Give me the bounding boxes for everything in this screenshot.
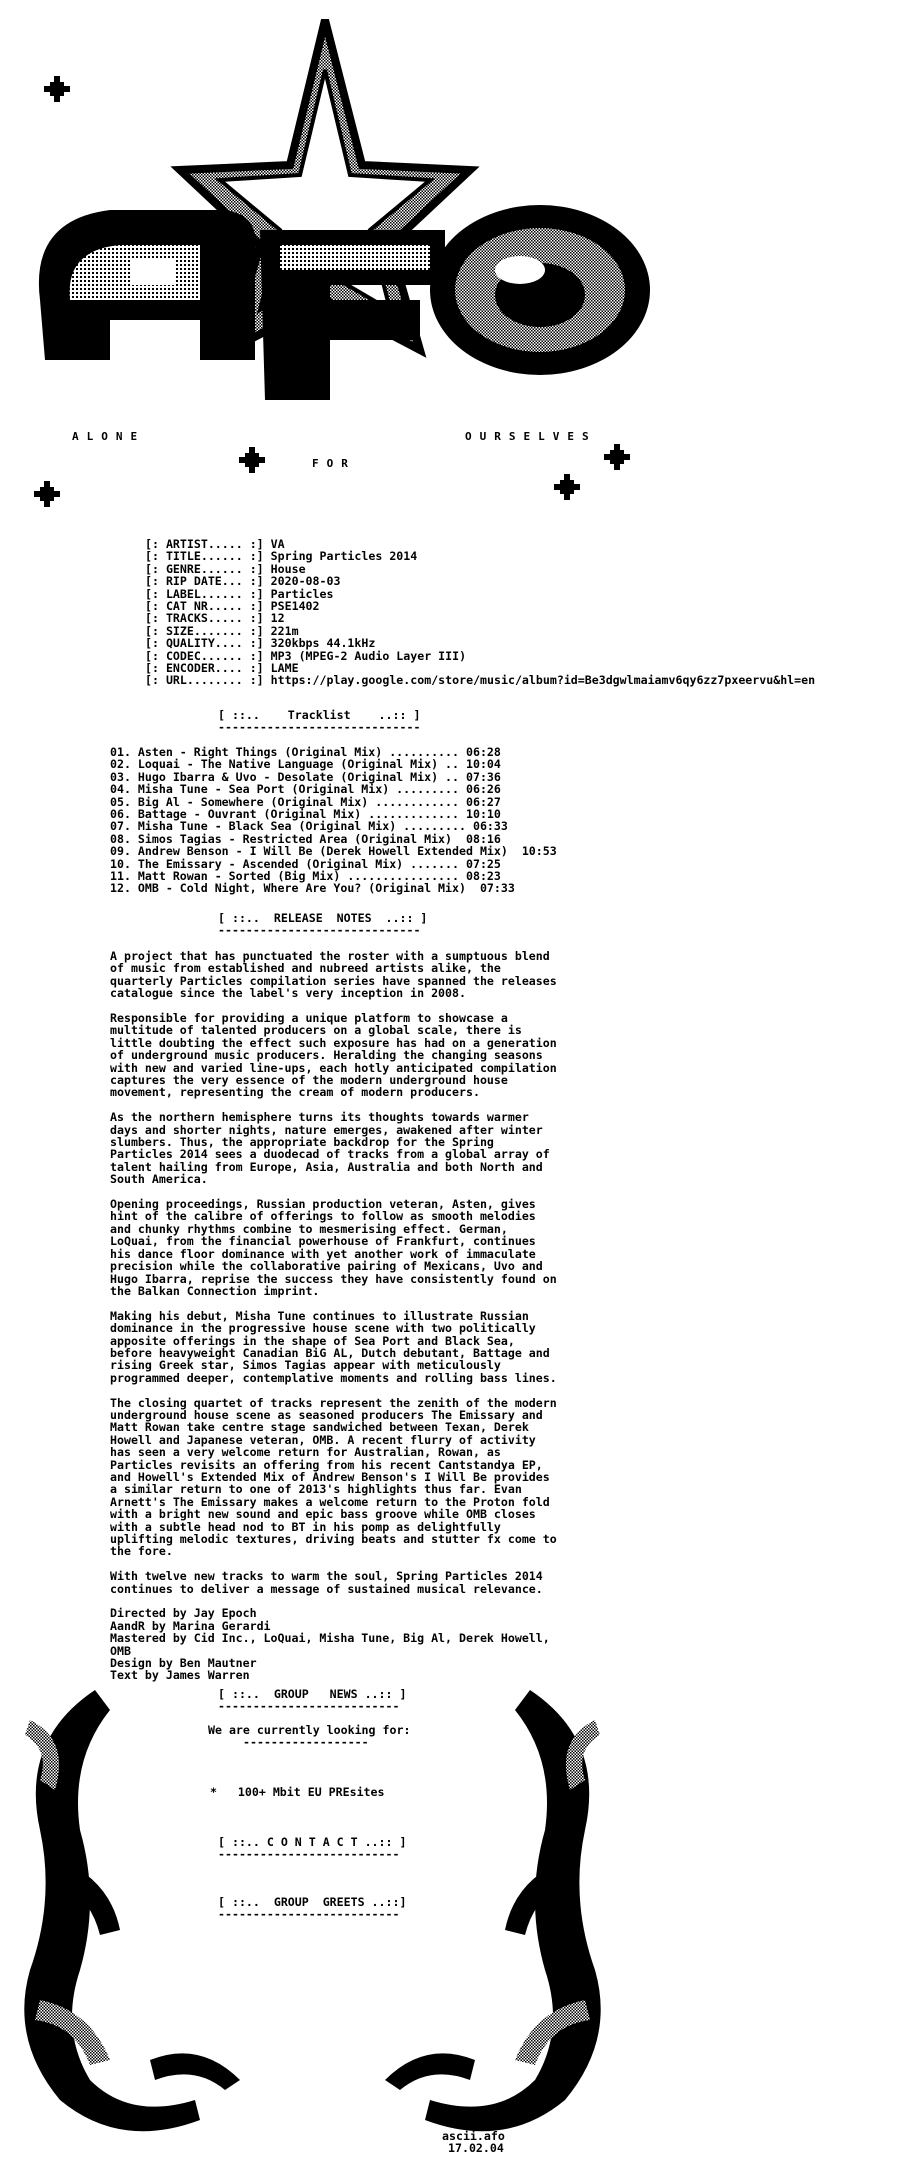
info-value[interactable]: https://play.google.com/store/music/album?id=Be3dgwlmaiamv6qy6zz7pxeervu&hl=en (270, 673, 816, 688)
release-notes-header: [ ::.. RELEASE NOTES ..:: ] (218, 911, 428, 925)
notes-paragraph: As the northern hemisphere turns its thoughts towards warmer days and shorter nights, nature emerges, awakened after winter slumbers. Thus, the appropriate backdrop for the Spring Particles 2014 sees a duodecad of tracks from a global array of talent hailing from Europe, Asia, Australia and both North and South America. (110, 1110, 550, 1187)
signature-date: 17.02.04 (448, 2141, 504, 2155)
track-row: 02. Loquai - The Native Language (Original Mix) .. 10:04 (110, 757, 501, 772)
logo-word-ourselves: OURSELVES (465, 430, 597, 443)
info-key: [: TITLE...... :] (145, 549, 264, 564)
tracklist-header: [ ::.. Tracklist ..:: ] (218, 708, 421, 722)
info-row (145, 674, 815, 686)
info-value: Spring Particles 2014 (270, 549, 418, 564)
info-key: [: URL........ :] (145, 673, 264, 688)
track-row: 12. OMB - Cold Night, Where Are You? (Original Mix) 07:33 (110, 881, 515, 896)
letter-f (260, 230, 445, 400)
contact-header: [ ::.. C O N T A C T ..:: ] (218, 1835, 407, 1849)
track-row: 04. Misha Tune - Sea Port (Original Mix) ......... 06:26 (110, 782, 501, 797)
info-value: MP3 (MPEG-2 Audio Layer III) (270, 648, 467, 663)
track-row: 07. Misha Tune - Black Sea (Original Mix) ......... 06:33 (110, 819, 508, 834)
track-row: 05. Big Al - Somewhere (Original Mix) ............ 06:27 (110, 794, 501, 809)
looking-for-item: * 100+ Mbit EU PREsites (210, 1785, 385, 1799)
notes-paragraph: The closing quartet of tracks represent the zenith of the modern underground house scene as seasoned producers The Emissary and Matt Rowan take centre stage sandwiched between Texan, Derek Howell and Japanese veteran, OMB. A recent flurry of activity has seen a very welcome return for Australian, Rowan, as Particles revisits an offering from his recent Cantstandya EP, and Howell's Extended Mix of Andrew Benson's I Will Be provides a similar return to one of 2013's highlights thus far. Evan Arnett's The Emissary makes a welcome return to the Proton fold with a bright new sound and epic bass groove while OMB closes with a subtle head nod to BT in his pomp as delightfully uplifting melodic textures, driving beats and stutter fx come to the fore. (110, 1395, 557, 1559)
info-value: Particles (270, 586, 334, 601)
info-key: [: SIZE....... :] (145, 623, 264, 638)
info-value: 12 (270, 611, 285, 626)
logo-word-for: FOR (312, 457, 356, 470)
looking-for-rule: ------------------ (243, 1735, 369, 1749)
notes-paragraph: With twelve new tracks to warm the soul, Spring Particles 2014 continues to deliver a message of sustained musical relevance. (110, 1569, 543, 1596)
letter-a (39, 210, 256, 360)
contact-rule: -------------------------- (218, 1847, 400, 1861)
info-value: 2020-08-03 (270, 574, 341, 589)
track-row: 08. Simos Tagias - Restricted Area (Original Mix) 08:16 (110, 831, 501, 846)
left-vine (24, 1690, 240, 2131)
track-row: 09. Andrew Benson - I Will Be (Derek Howell Extended Mix) 10:53 (110, 844, 557, 859)
release-notes-body (110, 950, 557, 1694)
logo-word-alone: ALONE (72, 430, 146, 443)
info-value: 320kbps 44.1kHz (270, 636, 376, 651)
group-news-header: [ ::.. GROUP NEWS ..:: ] (218, 1687, 407, 1701)
notes-paragraph: Responsible for providing a unique platform to showcase a multitude of talented producers on a global scale, there is little doubting the effect such exposure has had on a generation of underground music producers. Heralding the changing seasons with new and varied line-ups, each hotly anticipated compilation captures the very essence of the modern underground house movement, representing the cream of modern producers. (110, 1011, 557, 1100)
info-key: [: CODEC...... :] (145, 648, 264, 663)
info-key: [: RIP DATE... :] (145, 574, 264, 589)
track-row: 03. Hugo Ibarra & Uvo - Desolate (Original Mix) .. 07:36 (110, 769, 501, 784)
signature-name: ascii.afo (442, 2129, 505, 2143)
info-key: [: CAT NR..... :] (145, 599, 264, 614)
looking-for-text: We are currently looking for: (208, 1723, 411, 1737)
info-value: House (270, 561, 306, 576)
notes-paragraph: Making his debut, Misha Tune continues to illustrate Russian dominance in the progressive house scene with two politically apposite offerings in the shape of Sea Port and Black Sea, before heavyweight Canadian BiG AL, Dutch debutant, Battage and rising Greek star, Simos Tagias appear with meticulously programmed deeper, contemplative moments and rolling bass lines. (110, 1308, 557, 1385)
info-key: [: ARTIST..... :] (145, 537, 264, 551)
tracklist-rule: ----------------------------- (218, 720, 421, 734)
info-value: VA (270, 537, 285, 551)
info-key: [: TRACKS..... :] (145, 611, 264, 626)
track-row: 11. Matt Rowan - Sorted (Big Mix) ................ 08:23 (110, 869, 501, 884)
release-notes-rule: ----------------------------- (218, 923, 421, 937)
info-value: 221m (270, 623, 299, 638)
letter-o (430, 205, 650, 375)
tracklist (110, 746, 557, 895)
info-value: PSE1402 (270, 599, 320, 614)
info-key: [: GENRE...... :] (145, 561, 264, 576)
info-key: [: ENCODER.... :] (145, 661, 264, 676)
right-vine (385, 1690, 601, 2131)
info-key: [: LABEL...... :] (145, 586, 264, 601)
release-info (145, 538, 815, 687)
notes-paragraph: Opening proceedings, Russian production veteran, Asten, gives hint of the calibre of offerings to follow as smooth melodies and chunky rhythms combine to mesmerising effect. German, LoQuai, from the financial powerhouse of Frankfurt, continues his dance floor dominance with yet another work of immaculate precision while the collaborative pairing of Mexicans, Uvo and Hugo Ibarra, reprise the success they have consistently found on the Balkan Connection imprint. (110, 1197, 557, 1298)
info-key: [: QUALITY.... :] (145, 636, 264, 651)
track-row: 10. The Emissary - Ascended (Original Mix) ....... 07:25 (110, 856, 501, 871)
group-news-rule: -------------------------- (218, 1699, 400, 1713)
notes-paragraph: A project that has punctuated the roster with a sumptuous blend of music from established and nubreed artists alike, the quarterly Particles compilation series have spanned the releases catalogue since the label's very inception in 2008. (110, 949, 557, 1001)
notes-paragraph: Directed by Jay Epoch AandR by Marina Gerardi Mastered by Cid Inc., LoQuai, Misha Tune, Big Al, Derek Howell, OMB Design by Ben Mautner Text by James Warren (110, 1606, 550, 1683)
track-row: 06. Battage - Ouvrant (Original Mix) ............. 10:10 (110, 807, 501, 822)
greets-header: [ ::.. GROUP GREETS ..::] (218, 1895, 407, 1909)
greets-rule: -------------------------- (218, 1907, 400, 1921)
vine-ornament-art (0, 1680, 920, 2160)
track-row: 01. Asten - Right Things (Original Mix) .......... 06:28 (110, 745, 501, 759)
info-value: LAME (270, 661, 299, 676)
